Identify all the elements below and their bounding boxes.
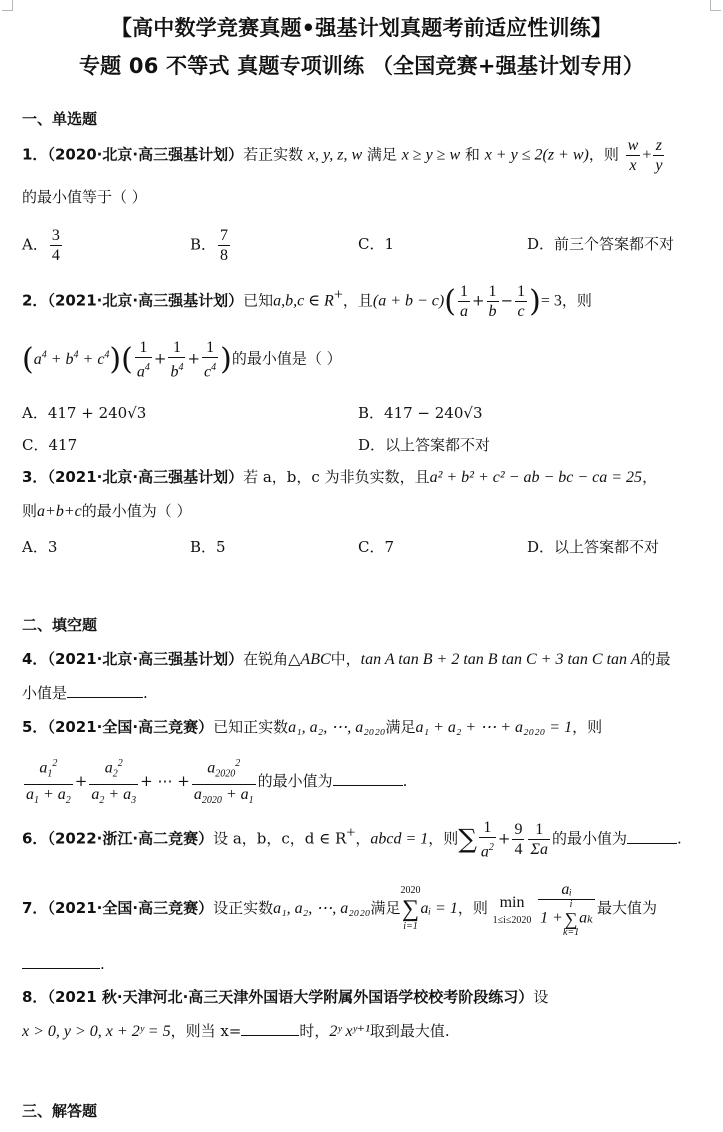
math-expr: a₁, a₂, ⋯, a₂₀₂₀ [273,900,371,917]
section-heading-single-choice: 一、单选题 [22,110,98,128]
question-source: （2021·北京·高三强基计划） [47,291,244,310]
question-text: ，则 [428,829,459,848]
question-text: 若 a，b，c 为非负实数，且 [243,468,430,486]
question-text: . [100,955,105,973]
math-fraction: $\frac{z}{y}$ [655,137,663,174]
question-5-line1 [22,716,602,737]
math-fraction: aᵢ 1 + i ∑ k=1 aₖ [540,881,593,938]
math-condition: a² + b² + c² − ab − bc − ca = 25 [429,469,643,486]
question-text: 的最小值是（ ） [231,349,342,368]
math-fraction: $\frac{1}{a^4}$ [136,339,150,381]
document-title-line1: 【高中数学竞赛真题•强基计划真题考前适应性训练】 [110,16,613,40]
page-corner-mark-left [2,0,13,11]
question-3-line2 [22,500,192,521]
question-text: ，则 [588,145,619,164]
question-number: 1． [22,145,48,164]
question-text: 小值是 [22,684,68,702]
question-7-line1 [22,880,657,938]
question-number: 7． [22,899,48,917]
question-text: 设正实数 [213,899,274,917]
math-condition: x ≥ y ≥ w [401,146,461,164]
question-5-line2: $\frac{a_1^2}{a_1 + a_2}$ + $\frac{a_2^2}{a_2 + a_3}$ + ⋯ + $\frac{a_{2020}^2}{a_{2020} + a_1}$ 的最小值为 . [22,754,407,810]
question-7-line2 [22,954,105,973]
document-title-line2: 专题 06 不等式 真题专项训练 （全国竞赛+强基计划专用） [78,54,645,78]
question-text: ，则 [572,718,603,736]
option-c: C．1 [358,235,395,253]
math-expr: a+b+c [37,503,82,520]
question-number: 4． [22,650,48,668]
question-text: . [676,829,682,848]
math-min: min 1≤i≤2020 [492,894,532,926]
question-4-line2 [22,682,148,703]
math-expr: a₁, a₂, ⋯, a₂₀₂₀ [288,719,386,736]
question-3-line1 [22,466,657,487]
question-text: 已知 [243,291,274,310]
math-fraction: $\frac{a_1^2}{a_1 + a_2}$ [24,754,73,810]
math-op: = 3 [540,292,562,310]
answer-blank[interactable] [627,829,677,844]
question-number: 5． [22,718,48,736]
question-number: 3． [22,468,48,486]
answer-blank[interactable] [67,683,143,698]
question-6-line1: 6．（2022·浙江·高二竞赛）设 a，b，c，d ∈ R+，abcd = 1，则∑ $\frac{1}{a^2}$ + $\frac{9}{4}$ $\frac{1}{\Sigma a}$ 的最小值为 . [22,819,682,861]
answer-blank[interactable] [241,1021,299,1036]
question-number: 6． [22,829,48,848]
math-condition: abcd = 1 [370,830,429,848]
math-condition: a₁ + a₂ + ⋯ + a₂₀₂₀ = 1 [415,719,573,736]
question-text: 最大值为 [597,899,658,917]
question-1-line1 [22,136,666,175]
option-d: D．前三个答案都不对 [527,235,675,253]
question-text: 和 [464,145,480,164]
math-expr: tan A tan B + 2 tan B tan C + 3 tan C tan A [360,651,641,668]
math-condition: x + y ≤ 2(z + w) [484,146,589,164]
question-number: 2． [22,291,48,310]
math-expr: (a + b − c) [372,292,445,310]
answer-blank[interactable] [22,954,100,969]
question-source: （2021·北京·高三强基计划） [47,650,244,668]
question-2-line2: $(a^4 + b^4 + c^4)$( $\frac{1}{a^4}$ + $\frac{1}{b^4}$ + $\frac{1}{c^4}$ )的最小值是（ ） [22,339,342,381]
math-op: + [642,146,652,164]
math-sum: 2020 ∑ i=1 [400,885,421,932]
question-text: 的最小值为 [551,829,627,848]
question-text: ，则 [561,291,592,310]
option-d: D．以上答案都不对 [358,436,491,454]
question-text: 已知正实数 [213,718,289,736]
question-text: 则 [22,502,38,520]
question-text: . [143,684,148,702]
question-text: 的最 [640,650,671,668]
math-condition: aᵢ = 1 [420,900,458,917]
question-source: （2020·北京·高三强基计划） [47,145,244,164]
answer-blank[interactable] [333,771,403,786]
math-fraction: $\frac{1}{a^2}$ [480,819,494,861]
math-vars: x, y, z, w [307,146,363,164]
option-b: B．417 − 240√3 [358,404,483,422]
math-fraction: $\frac{1}{c}$ [517,283,526,320]
question-text: 的最小值为（ ） [81,502,192,520]
math-fraction: $\frac{1}{a}$ [459,283,468,320]
question-source: （2021·全国·高三竞赛） [47,899,214,917]
question-text: 满足 [385,718,416,736]
question-text: 设 a，b，c，d ∈ R [213,829,347,848]
question-text: ， [355,829,371,848]
question-text: 中， [330,650,361,668]
math-condition: a,b,c ∈ R [273,292,334,310]
question-number: 8． [22,988,48,1006]
question-text: ，则 [457,899,488,917]
question-text: 的最小值为 [257,771,333,790]
question-source: （2021·全国·高三竞赛） [47,718,214,736]
section-heading-solution: 三、解答题 [22,1102,98,1120]
math-expr: 2ʸ xʸ⁺¹ [329,1023,370,1040]
math-fraction: $\frac{1}{c^4}$ [204,339,217,381]
question-text: 时， [299,1022,330,1040]
question-text: 若正实数 [243,145,304,164]
math-fraction: $\frac{a_2^2}{a_2 + a_3}$ [89,754,138,810]
option-a: A． $\frac{3}{4}$ [22,227,60,264]
math-fraction: $\frac{1}{b^4}$ [170,339,184,381]
question-4-line1 [22,648,671,669]
question-text: 设 [533,988,549,1006]
question-2-line1: 2．（2021·北京·高三强基计划）已知a,b,c ∈ R+，且(a + b − c)( $\frac{1}{a}$ + $\frac{1}{b}$ − $\frac{1}{c}$ )= 3，则 [22,283,592,320]
question-text: 满足 [370,899,401,917]
math-condition: x > 0, y > 0, x + 2ʸ = 5 [22,1023,171,1040]
question-text: ，且 [342,291,373,310]
option-a: A．3 [22,538,58,556]
question-text: 满足 [366,145,397,164]
question-8-line2 [22,1020,450,1041]
question-text: ， [642,468,658,486]
question-text: 取到最大值. [369,1022,450,1040]
option-b: B． $\frac{7}{8}$ [190,227,229,264]
option-c: C．7 [358,538,395,556]
math-fraction: $\frac{1}{\Sigma a}$ [530,821,548,859]
math-expr: △ABC [288,651,331,668]
question-source: （2021·北京·高三强基计划） [47,468,244,486]
option-d: D．以上答案都不对 [527,538,660,556]
option-b: B．5 [190,538,226,556]
question-text: . [402,771,408,790]
math-fraction: $\frac{9}{4}$ [514,821,523,859]
question-8-line1 [22,986,548,1007]
question-source: （2022·浙江·高二竞赛） [47,829,214,848]
page-corner-mark-right [710,0,721,11]
question-text: 在锐角 [243,650,289,668]
math-fraction: $\frac{w}{x}$ [627,137,639,174]
question-text: ，则当 x= [170,1022,242,1040]
section-heading-fill-blank: 二、填空题 [22,616,98,634]
option-a: A．417 + 240√3 [22,404,147,422]
question-source: （2021 秋·天津河北·高三天津外国语大学附属外国语学校校考阶段练习） [47,988,534,1006]
option-c: C．417 [22,436,78,454]
math-fraction: $\frac{1}{b}$ [488,283,497,320]
question-1-line2: 的最小值等于（ ） [22,188,147,206]
math-fraction: $\frac{a_{2020}^2}{a_{2020} + a_1}$ [192,754,256,810]
